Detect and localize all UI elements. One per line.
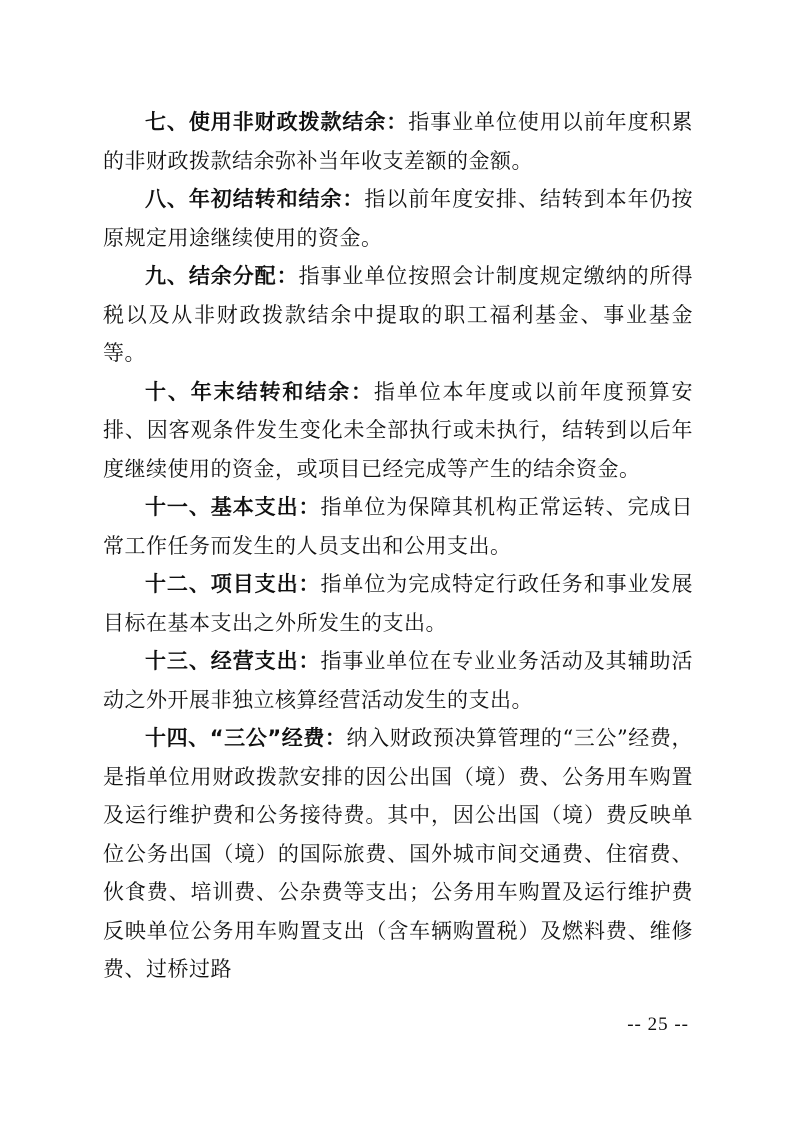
paragraph-9 xyxy=(103,257,693,373)
term-heading: 十四、“三公”经费： xyxy=(145,726,347,750)
document-body xyxy=(103,103,693,989)
paragraph-13 xyxy=(103,642,693,719)
paragraph-14 xyxy=(103,719,693,989)
paragraph-11 xyxy=(103,488,693,565)
definition-text: 指事业单位使用以前年度积累的非财政拨款结余弥补当年收支差额的金额。 xyxy=(103,110,693,173)
paragraph-8 xyxy=(103,180,693,257)
term-heading: 八、年初结转和结余： xyxy=(145,187,365,211)
definition-text: 纳入财政预决算管理的“三公”经费，是指单位用财政拨款安排的因公出国（境）费、公务用车购置及运行维护费和公务接待费。其中，因公出国（境）费反映单位公务出国（境）的国际旅费、国外城市间交通费、住宿费、伙食费、培训费、公杂费等支出；公务用车购置及运行维护费反映单位公务用车购置支出（含车辆购置税）及燃料费、维修费、过桥过路 xyxy=(103,726,693,981)
term-heading: 十三、经营支出： xyxy=(145,649,321,673)
paragraph-10 xyxy=(103,373,693,489)
term-heading: 十二、项目支出： xyxy=(145,572,321,596)
definition-text: 指单位为保障其机构正常运转、完成日常工作任务而发生的人员支出和公用支出。 xyxy=(103,495,693,558)
definition-text: 指事业单位在专业业务活动及其辅助活动之外开展非独立核算经营活动发生的支出。 xyxy=(103,649,693,712)
term-heading: 十、年末结转和结余： xyxy=(145,379,374,404)
definition-text: 指以前年度安排、结转到本年仍按原规定用途继续使用的资金。 xyxy=(103,187,693,250)
definition-text: 指单位本年度或以前年度预算安排、因客观条件发生变化未全部执行或未执行，结转到以后年度继续使用的资金，或项目已经完成等产生的结余资金。 xyxy=(103,379,694,481)
definition-text: 指事业单位按照会计制度规定缴纳的所得税以及从非财政拨款结余中提取的职工福利基金、事业基金等。 xyxy=(103,264,693,365)
term-heading: 七、使用非财政拨款结余： xyxy=(145,110,409,134)
paragraph-12 xyxy=(103,565,693,642)
definition-text: 指单位为完成特定行政任务和事业发展目标在基本支出之外所发生的支出。 xyxy=(103,572,693,635)
paragraph-7 xyxy=(103,103,693,180)
page-number: -- 25 -- xyxy=(627,1014,689,1035)
term-heading: 九、结余分配： xyxy=(145,264,299,288)
term-heading: 十一、基本支出： xyxy=(145,495,321,519)
